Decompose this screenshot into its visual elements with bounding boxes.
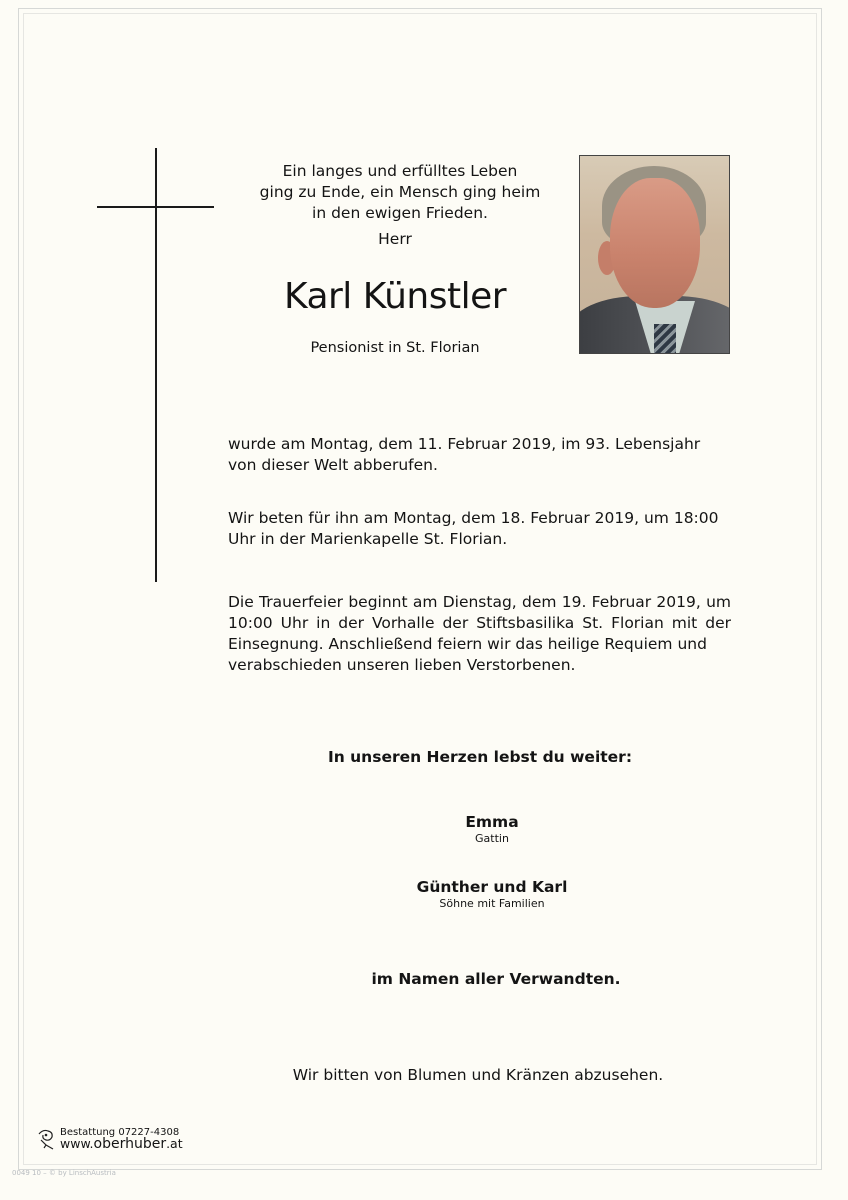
cross-horizontal-bar — [97, 206, 214, 208]
death-announcement: wurde am Montag, dem 11. Februar 2019, im 93. Lebensjahr von dieser Welt abberufen. — [228, 435, 701, 474]
photo-face — [610, 178, 700, 308]
closing-line: im Namen aller Verwandten. — [371, 970, 621, 988]
funeral-text-main: Die Trauerfeier beginnt am Dienstag, dem 19. Februar 2019, um 10:00 Uhr in der Vorhalle der Stiftsbasilika St. Florian mit der Einsegnung. Anschließend feiern wir das heilige Requiem und — [228, 593, 731, 653]
survivor-relation: Gattin — [475, 832, 509, 845]
survivor-entry — [200, 878, 784, 910]
survivor-entry — [200, 813, 784, 845]
intro-verse — [220, 161, 580, 224]
intro-line: ging zu Ende, ein Mensch ging heim — [259, 183, 541, 201]
cross-vertical-bar — [155, 148, 157, 582]
funeral-home-url — [60, 1138, 183, 1150]
portrait-photo — [579, 155, 730, 354]
photo-tie — [654, 324, 676, 354]
deceased-name: Karl Künstler — [283, 276, 507, 317]
copyright-notice: 0049 10 – © by LinschAustria — [12, 1169, 116, 1177]
funeral-home-contact — [60, 1127, 183, 1150]
url-main: oberhuber — [93, 1136, 167, 1152]
url-suffix: .at — [166, 1136, 183, 1151]
funeral-home-label: Bestattung — [60, 1127, 116, 1138]
intro-line: Ein langes und erfülltes Leben — [282, 162, 518, 180]
deceased-occupation: Pensionist in St. Florian — [310, 340, 480, 356]
survivor-name: Emma — [465, 813, 519, 831]
funeral-text-last: verabschieden unseren lieben Verstorbenen. — [228, 656, 576, 674]
funeral-announcement — [228, 592, 731, 676]
funeral-home-phone: 07227-4308 — [118, 1127, 180, 1138]
funeral-home-logo — [35, 1127, 183, 1150]
salutation: Herr — [378, 230, 412, 248]
flowers-note: Wir bitten von Blumen und Kränzen abzusehen. — [292, 1066, 664, 1084]
intro-line: in den ewigen Frieden. — [312, 204, 488, 222]
survivors-heading: In unseren Herzen lebst du weiter: — [327, 748, 633, 766]
prayer-announcement: Wir beten für ihn am Montag, dem 18. Februar 2019, um 18:00 Uhr in der Marienkapelle St. Florian. — [228, 509, 719, 548]
url-prefix: www. — [60, 1136, 94, 1151]
funeral-home-emblem-icon — [35, 1128, 57, 1150]
survivor-relation: Söhne mit Familien — [439, 897, 545, 910]
survivor-name: Günther und Karl — [416, 878, 568, 896]
